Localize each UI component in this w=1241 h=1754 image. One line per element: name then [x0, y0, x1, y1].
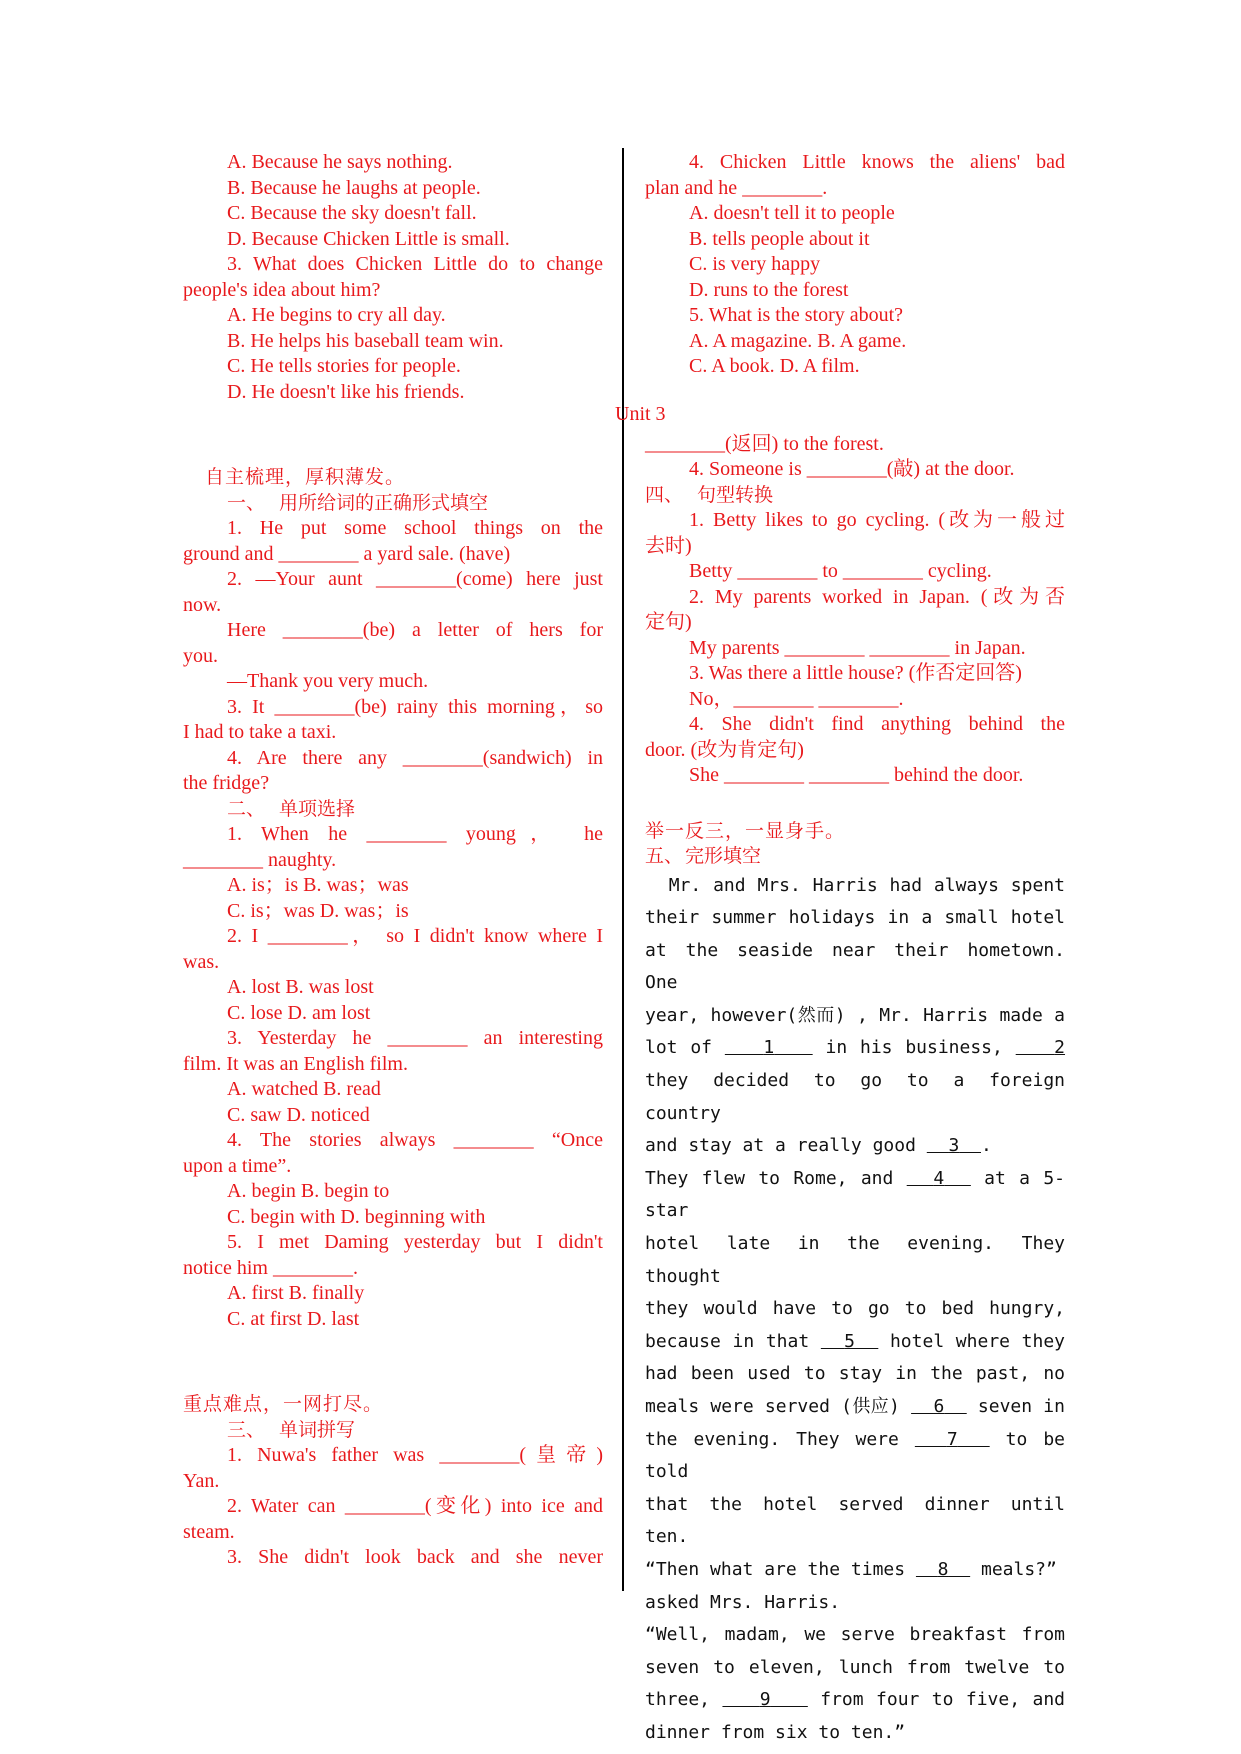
question-line: 3. What does Chicken Little do to change: [227, 253, 603, 275]
exercise-line: 4. Are there any ________(sandwich) in: [227, 746, 603, 769]
exercise-line: ________ naughty.: [183, 848, 337, 871]
blank-9: 9: [759, 1689, 771, 1711]
exercise-line: 定句): [645, 611, 692, 633]
option-line: C. begin with D. beginning with: [227, 1205, 486, 1228]
option-line: D. He doesn't like his friends.: [227, 380, 465, 403]
cloze-line: had been used to stay in the past, no: [645, 1363, 1065, 1385]
blank-2: 2: [1054, 1037, 1066, 1059]
section-title: 一、 用所给词的正确形式填空: [227, 491, 489, 514]
option-line: C. is；was D. was；is: [227, 899, 409, 922]
blank-4: 4: [933, 1167, 945, 1189]
exercise-line: 4. Someone is ________(敲) at the door.: [689, 458, 1015, 480]
cloze-line: at the seaside near their hometown. One: [645, 939, 1065, 994]
exercise-line: ground and ________ a yard sale. (have): [183, 542, 511, 565]
option-line: B. He helps his baseball team win.: [227, 329, 504, 352]
cloze-line: they decided to go to a foreign country: [645, 1070, 1065, 1124]
cloze-line: their summer holidays in a small hotel: [645, 907, 1065, 929]
exercise-line: 3. Yesterday he ________ an interesting: [227, 1027, 603, 1049]
cloze-line: and stay at a really good 3 .: [645, 1135, 992, 1157]
option-line: C. He tells stories for people.: [227, 355, 461, 377]
exercise-line: 1. Betty likes to go cycling. (改为一般过: [689, 509, 1065, 531]
cloze-line: three, 9 from four to five, and: [645, 1689, 1065, 1711]
blank-6: 6: [933, 1396, 945, 1417]
exercise-line: I had to take a taxi.: [183, 721, 337, 743]
option-line: A. doesn't tell it to people: [689, 202, 895, 224]
option-line: A. lost B. was lost: [227, 976, 374, 998]
cloze-line: Mr. and Mrs. Harris had always spent: [645, 874, 1065, 896]
cloze-line: “Well, madam, we serve breakfast from: [645, 1624, 1065, 1646]
left-column: [183, 150, 603, 1571]
option-line: D. runs to the forest: [689, 278, 849, 301]
option-line: A. begin B. begin to: [227, 1180, 390, 1202]
section-title: 四、 句型转换: [645, 483, 774, 506]
exercise-line: 2. Water can ________(变化) into ice and: [227, 1495, 603, 1517]
cloze-line: hotel late in the evening. They thought: [645, 1233, 1065, 1287]
question-line: people's idea about him?: [183, 278, 381, 301]
cloze-line: They flew to Rome, and 4 at a 5-star: [645, 1167, 1065, 1222]
cloze-line: lot of 1 in his business, 2: [645, 1037, 1066, 1059]
exercise-line: steam.: [183, 1520, 235, 1543]
option-line: A. is；is B. was；was: [227, 874, 409, 896]
exercise-line: 5. I met Daming yesterday but I didn't: [227, 1231, 603, 1253]
cloze-line: the evening. They were 7 to be told: [645, 1428, 1066, 1483]
cloze-line: dinner from six to ten.”: [645, 1721, 906, 1743]
exercise-line: 1. When he ________ young， he: [227, 823, 603, 845]
cloze-line: that the hotel served dinner until ten.: [645, 1493, 1065, 1548]
exercise-line: 3. She didn't look back and she never: [227, 1546, 603, 1568]
exercise-line: now.: [183, 593, 222, 616]
exercise-line: 4. She didn't find anything behind the: [689, 713, 1065, 735]
exercise-line: upon a time”.: [183, 1154, 292, 1177]
cloze-line: meals were served (供应) 6 seven in: [645, 1396, 1065, 1417]
exercise-line: Yan.: [183, 1469, 220, 1492]
option-line: C. A book. D. A film.: [689, 355, 860, 377]
blank-5: 5: [844, 1330, 855, 1352]
option-line: A. watched B. read: [227, 1078, 381, 1100]
option-line: C. saw D. noticed: [227, 1103, 370, 1126]
option-line: A. A magazine. B. A game.: [689, 329, 907, 352]
cloze-line: because in that 5 hotel where they: [645, 1330, 1065, 1352]
exercise-line: Here ________(be) a letter of hers for: [227, 619, 603, 641]
exercise-line: you.: [183, 644, 218, 667]
unit-label: Unit 3: [615, 403, 666, 425]
option-line: D. Because Chicken Little is small.: [227, 227, 510, 250]
exercise-line: 1. Nuwa's father was ________(皇帝): [227, 1444, 603, 1466]
exercise-line: —Thank you very much.: [227, 670, 429, 692]
cloze-line: asked Mrs. Harris.: [645, 1591, 841, 1613]
option-line: C. lose D. am lost: [227, 1001, 371, 1024]
option-line: A. first B. finally: [227, 1282, 365, 1304]
section-title: 五、 完形填空: [645, 845, 762, 867]
blank-3: 3: [948, 1135, 960, 1157]
question-line: plan and he ________.: [645, 176, 828, 199]
option-line: C. Because the sky doesn't fall.: [227, 202, 477, 224]
exercise-line: was.: [183, 950, 220, 973]
exercise-line: 2. My parents worked in Japan. (改为否: [689, 585, 1065, 608]
exercise-line: 3. Was there a little house? (作否定回答): [689, 662, 1022, 684]
right-column: [645, 150, 1065, 1750]
exercise-line: Betty ________ to ________ cycling.: [689, 560, 992, 582]
exercise-line: door. (改为肯定句): [645, 738, 804, 761]
option-line: C. at first D. last: [227, 1307, 360, 1330]
option-line: B. tells people about it: [689, 227, 870, 250]
cloze-line: they would have to go to bed hungry,: [645, 1298, 1065, 1320]
exercise-line: No，________ ________.: [689, 687, 904, 710]
option-line: C. is very happy: [689, 253, 821, 275]
exercise-line: She ________ ________ behind the door.: [689, 764, 1024, 786]
exercise-line: 3. It ________(be) rainy this morning，so: [227, 695, 603, 718]
option-line: A. He begins to cry all day.: [227, 304, 446, 326]
blank-1: 1: [763, 1037, 775, 1059]
section-title: 三、 单词拼写: [227, 1418, 356, 1441]
column-divider: [622, 148, 624, 1591]
exercise-line: 1. He put some school things on the: [227, 517, 603, 539]
section-title: 二、 单项选择: [227, 797, 356, 820]
option-line: B. Because he laughs at people.: [227, 176, 481, 199]
exercise-line: 2. —Your aunt ________(come) here just: [227, 568, 603, 590]
exercise-line: 2. I ________， so I didn't know where I: [227, 925, 603, 947]
question-line: 4. Chicken Little knows the aliens' bad: [689, 151, 1065, 173]
blank-8: 8: [937, 1558, 949, 1580]
blank-7: 7: [946, 1428, 958, 1450]
option-line: A. Because he says nothing.: [227, 151, 453, 173]
exercise-line: the fridge?: [183, 772, 270, 794]
section-heading: 自主梳理，厚积薄发。: [205, 466, 406, 488]
question-line: 5. What is the story about?: [689, 304, 904, 326]
section-heading: 重点难点，一网打尽。: [183, 1393, 384, 1415]
cloze-line: “Then what are the times 8 meals?”: [645, 1558, 1057, 1580]
exercise-line: film. It was an English film.: [183, 1052, 408, 1075]
exercise-line: 去时): [645, 534, 692, 557]
exercise-line: 4. The stories always ________ “Once: [227, 1129, 603, 1151]
exercise-line: ________(返回) to the forest.: [645, 432, 884, 455]
exercise-line: My parents ________ ________ in Japan.: [689, 636, 1026, 659]
section-heading: 举一反三，一显身手。: [645, 819, 846, 842]
cloze-passage: [645, 870, 1065, 1750]
cloze-line: year, however(然而) , Mr. Harris made a: [645, 1004, 1065, 1026]
cloze-line: seven to eleven, lunch from twelve to: [645, 1656, 1065, 1678]
exercise-line: notice him ________.: [183, 1256, 358, 1279]
